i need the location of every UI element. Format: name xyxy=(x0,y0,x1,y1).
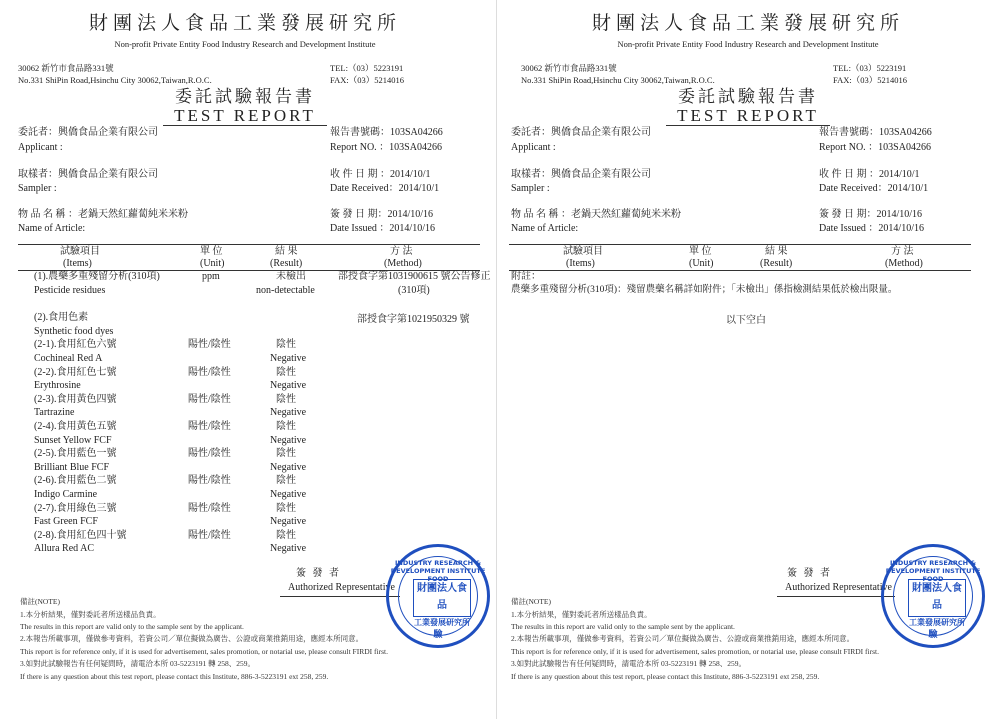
table-top-rule xyxy=(18,244,480,245)
header-items-en: (Items) xyxy=(566,258,595,269)
article-en: Name of Article: xyxy=(511,223,579,234)
note-3-zh: 3.如對此試驗報告有任何疑問時，請電洽本所 03-5223191 轉 258、259。 xyxy=(20,659,255,668)
row-item: Erythrosine xyxy=(34,380,81,392)
header-result-zh: 結 果 xyxy=(765,246,788,257)
note-2-en: This report is for reference only, if it is used for advertisement, sales promotion, or notarial use, please consult FIRDI first. xyxy=(511,647,879,656)
header-items-zh: 試驗項目 xyxy=(563,246,603,257)
applicant-en: Applicant : xyxy=(18,142,63,153)
header-method-zh: 方 法 xyxy=(390,246,413,257)
row-item: (2).食用色素 xyxy=(34,312,89,324)
row-unit: 陽性/陰性 xyxy=(188,421,231,432)
header-method-en: (Method) xyxy=(384,258,422,269)
address-zh: 30062 新竹市食品路331號 xyxy=(521,63,617,73)
row-item: Indigo Carmine xyxy=(34,489,98,500)
row-result: Negative xyxy=(270,434,307,446)
header-result-en: (Result) xyxy=(760,258,793,269)
row-item: Cochineal Red A xyxy=(34,353,103,364)
row-result: 陰性 xyxy=(276,529,296,541)
row-result: 陰性 xyxy=(276,502,296,514)
signature-zh: 簽 發 者 xyxy=(296,568,341,579)
method-dyes: 部授食字第1021950329 號 xyxy=(357,314,470,325)
report-no-zh: 報告書號碼：103SA04266 xyxy=(819,127,932,138)
row-result: 未檢出 xyxy=(276,271,306,282)
row-item: (2-6).食用藍色二號 xyxy=(34,475,117,487)
row-item: (2-1).食用紅色六號 xyxy=(34,339,117,351)
row-item: Tartrazine xyxy=(34,407,75,419)
applicant-zh: 委託者：興僑食品企業有限公司 xyxy=(511,127,651,138)
signature-en: Authorized Representative xyxy=(288,582,395,593)
row-item: (1).農藥多重殘留分析(310項) xyxy=(34,271,160,282)
date-issued-en: Date Issued ：2014/10/16 xyxy=(330,223,435,234)
note-3-zh: 3.如對此試驗報告有任何疑問時，請電洽本所 03-5223191 轉 258、259。 xyxy=(511,659,746,668)
row-unit: 陽性/陰性 xyxy=(188,448,231,460)
pesticide-note: 農藥多重殘留分析(310項)：殘留農藥名稱詳如附件；「未檢出」係指檢測結果低於檢出限量。 xyxy=(511,285,898,295)
report-page-2 xyxy=(503,0,993,719)
signature-line xyxy=(777,596,895,597)
row-result: Negative xyxy=(270,489,307,500)
row-result: Negative xyxy=(270,353,307,364)
institute-name-zh: 財團法人食品工業發展研究所 xyxy=(88,13,401,34)
applicant-zh: 委託者：興僑食品企業有限公司 xyxy=(18,127,158,138)
note-1-en: The results in this report are valid only to the sample sent by the applicant. xyxy=(20,622,244,631)
row-item: (2-2).食用紅色七號 xyxy=(34,366,117,378)
sampler-en: Sampler : xyxy=(511,183,550,194)
row-item: (2-7).食用綠色三號 xyxy=(34,502,117,514)
row-result: Negative xyxy=(270,461,307,473)
applicant-en: Applicant : xyxy=(511,142,556,153)
sampler-zh: 取樣者：興僑食品企業有限公司 xyxy=(511,169,651,180)
date-received-en: Date Received：2014/10/1 xyxy=(330,183,440,194)
note-label: 備註(NOTE) xyxy=(20,597,60,606)
report-title-zh: 委託試驗報告書 xyxy=(678,87,818,106)
header-items-en: (Items) xyxy=(63,258,92,269)
row-result: Negative xyxy=(270,380,307,392)
table-top-rule xyxy=(509,244,971,245)
row-unit: 陽性/陰性 xyxy=(188,366,231,378)
method-pesticide-line1: 部授食字第1031900615 號公告修正 xyxy=(338,271,491,282)
note-3-en: If there is any question about this test report, please contact this Institute, 886-3-5223191 ext 258, 259. xyxy=(511,672,820,681)
row-item: (2-5).食用藍色一號 xyxy=(34,448,117,460)
tel: TEL:（03）5223191 xyxy=(330,63,404,73)
report-no-en: Report NO. ：103SA04266 xyxy=(330,142,442,153)
header-unit-zh: 單 位 xyxy=(689,246,712,257)
date-issued-en: Date Issued ：2014/10/16 xyxy=(819,223,924,234)
report-page-1 xyxy=(0,0,490,719)
article-zh: 物 品 名 稱 ：老鍋天然紅蘿蔔純米米粉 xyxy=(18,209,188,220)
sampler-en: Sampler : xyxy=(18,183,57,194)
header-method-zh: 方 法 xyxy=(891,246,914,257)
page-gap xyxy=(496,0,497,719)
address-en: No.331 ShiPin Road,Hsinchu City 30062,Taiwan,R.O.C. xyxy=(18,75,212,85)
address-zh: 30062 新竹市食品路331號 xyxy=(18,63,114,73)
signature-zh: 簽 發 者 xyxy=(787,568,832,579)
note-3-en: If there is any question about this test report, please contact this Institute, 886-3-5223191 ext 258, 259. xyxy=(20,672,329,681)
report-no-en: Report NO. ：103SA04266 xyxy=(819,142,931,153)
row-item: Synthetic food dyes xyxy=(34,325,114,337)
row-result: 陰性 xyxy=(276,421,296,432)
row-unit: 陽性/陰性 xyxy=(188,339,231,351)
institute-name-en: Non-profit Private Entity Food Industry Research and Development Institute xyxy=(114,39,376,49)
row-result: Negative xyxy=(270,516,307,528)
seal-stamp: INDUSTRY RESEARCH & DEVELOPMENT INSTITUTE FOOD 財團法人食品 工業發展研究所 驗 xyxy=(386,544,490,648)
header-result-en: (Result) xyxy=(270,258,303,269)
institute-name-en: Non-profit Private Entity Food Industry Research and Development Institute xyxy=(617,39,879,49)
header-unit-zh: 單 位 xyxy=(200,246,223,257)
blank-below: 以下空白 xyxy=(726,315,766,326)
article-zh: 物 品 名 稱 ：老鍋天然紅蘿蔔純米米粉 xyxy=(511,209,681,220)
row-item: (2-3).食用黃色四號 xyxy=(34,393,117,405)
date-issued-zh: 簽 發 日 期：2014/10/16 xyxy=(819,209,923,220)
row-result: 陰性 xyxy=(276,339,296,351)
row-result: Negative xyxy=(270,407,307,419)
row-item: (2-8).食用紅色四十號 xyxy=(34,529,127,541)
row-result: Negative xyxy=(270,543,307,555)
header-unit-en: (Unit) xyxy=(200,258,225,269)
note-1-zh: 1.本分析結果，僅對委託者所送樣品負責。 xyxy=(511,610,652,619)
row-item: Brilliant Blue FCF xyxy=(34,461,110,473)
row-result: 陰性 xyxy=(276,366,296,378)
sampler-zh: 取樣者：興僑食品企業有限公司 xyxy=(18,169,158,180)
table-header-rule xyxy=(509,270,971,271)
row-unit: 陽性/陰性 xyxy=(188,475,231,487)
row-unit: ppm xyxy=(202,271,220,282)
note-label: 備註(NOTE) xyxy=(511,597,551,606)
header-method-en: (Method) xyxy=(885,258,923,269)
report-title-zh: 委託試驗報告書 xyxy=(175,87,315,106)
row-item: Allura Red AC xyxy=(34,543,94,555)
row-unit: 陽性/陰性 xyxy=(188,393,231,405)
method-pesticide-line2: (310項) xyxy=(398,285,430,296)
row-result: 陰性 xyxy=(276,448,296,460)
header-unit-en: (Unit) xyxy=(689,258,714,269)
fax: FAX:（03）5214016 xyxy=(330,75,404,85)
seal-stamp: INDUSTRY RESEARCH & DEVELOPMENT INSTITUTE FOOD 財團法人食品 工業發展研究所 驗 xyxy=(881,544,985,648)
row-unit: 陽性/陰性 xyxy=(188,502,231,514)
note-2-en: This report is for reference only, if it is used for advertisement, sales promotion, or notarial use, please consult FIRDI first. xyxy=(20,647,388,656)
row-result: 陰性 xyxy=(276,475,296,487)
institute-name-zh: 財團法人食品工業發展研究所 xyxy=(591,13,904,34)
date-received-zh: 收 件 日 期 ：2014/10/1 xyxy=(330,169,431,180)
row-result: 陰性 xyxy=(276,393,296,405)
report-title-en: TEST REPORT xyxy=(666,107,830,126)
header-items-zh: 試驗項目 xyxy=(60,246,100,257)
header-result-zh: 結 果 xyxy=(275,246,298,257)
note-1-zh: 1.本分析結果，僅對委託者所送樣品負責。 xyxy=(20,610,161,619)
row-item: Pesticide residues xyxy=(34,284,106,296)
notes-label: 附註： xyxy=(511,271,541,282)
report-no-zh: 報告書號碼：103SA04266 xyxy=(330,127,443,138)
fax: FAX:（03）5214016 xyxy=(833,75,907,85)
note-2-zh: 2.本報告所載事項，僅做參考資料，若資公司／單位擬做為廣告、公證或商業推銷用途，應經本所同意。 xyxy=(511,634,855,643)
row-item: Fast Green FCF xyxy=(34,516,98,528)
address-en: No.331 ShiPin Road,Hsinchu City 30062,Taiwan,R.O.C. xyxy=(521,75,715,85)
signature-line xyxy=(280,596,400,597)
tel: TEL:（03）5223191 xyxy=(833,63,907,73)
note-1-en: The results in this report are valid only to the sample sent by the applicant. xyxy=(511,622,735,631)
signature-en: Authorized Representative xyxy=(785,582,892,593)
report-title-en: TEST REPORT xyxy=(163,107,327,126)
row-item: Sunset Yellow FCF xyxy=(34,434,112,446)
date-received-zh: 收 件 日 期 ：2014/10/1 xyxy=(819,169,920,180)
date-received-en: Date Received：2014/10/1 xyxy=(819,183,929,194)
article-en: Name of Article: xyxy=(18,223,86,234)
row-item: (2-4).食用黃色五號 xyxy=(34,421,117,432)
date-issued-zh: 簽 發 日 期：2014/10/16 xyxy=(330,209,434,220)
note-2-zh: 2.本報告所載事項，僅做參考資料，若資公司／單位擬做為廣告、公證或商業推銷用途，應經本所同意。 xyxy=(20,634,364,643)
row-result: non-detectable xyxy=(256,284,315,296)
row-unit: 陽性/陰性 xyxy=(188,529,231,541)
